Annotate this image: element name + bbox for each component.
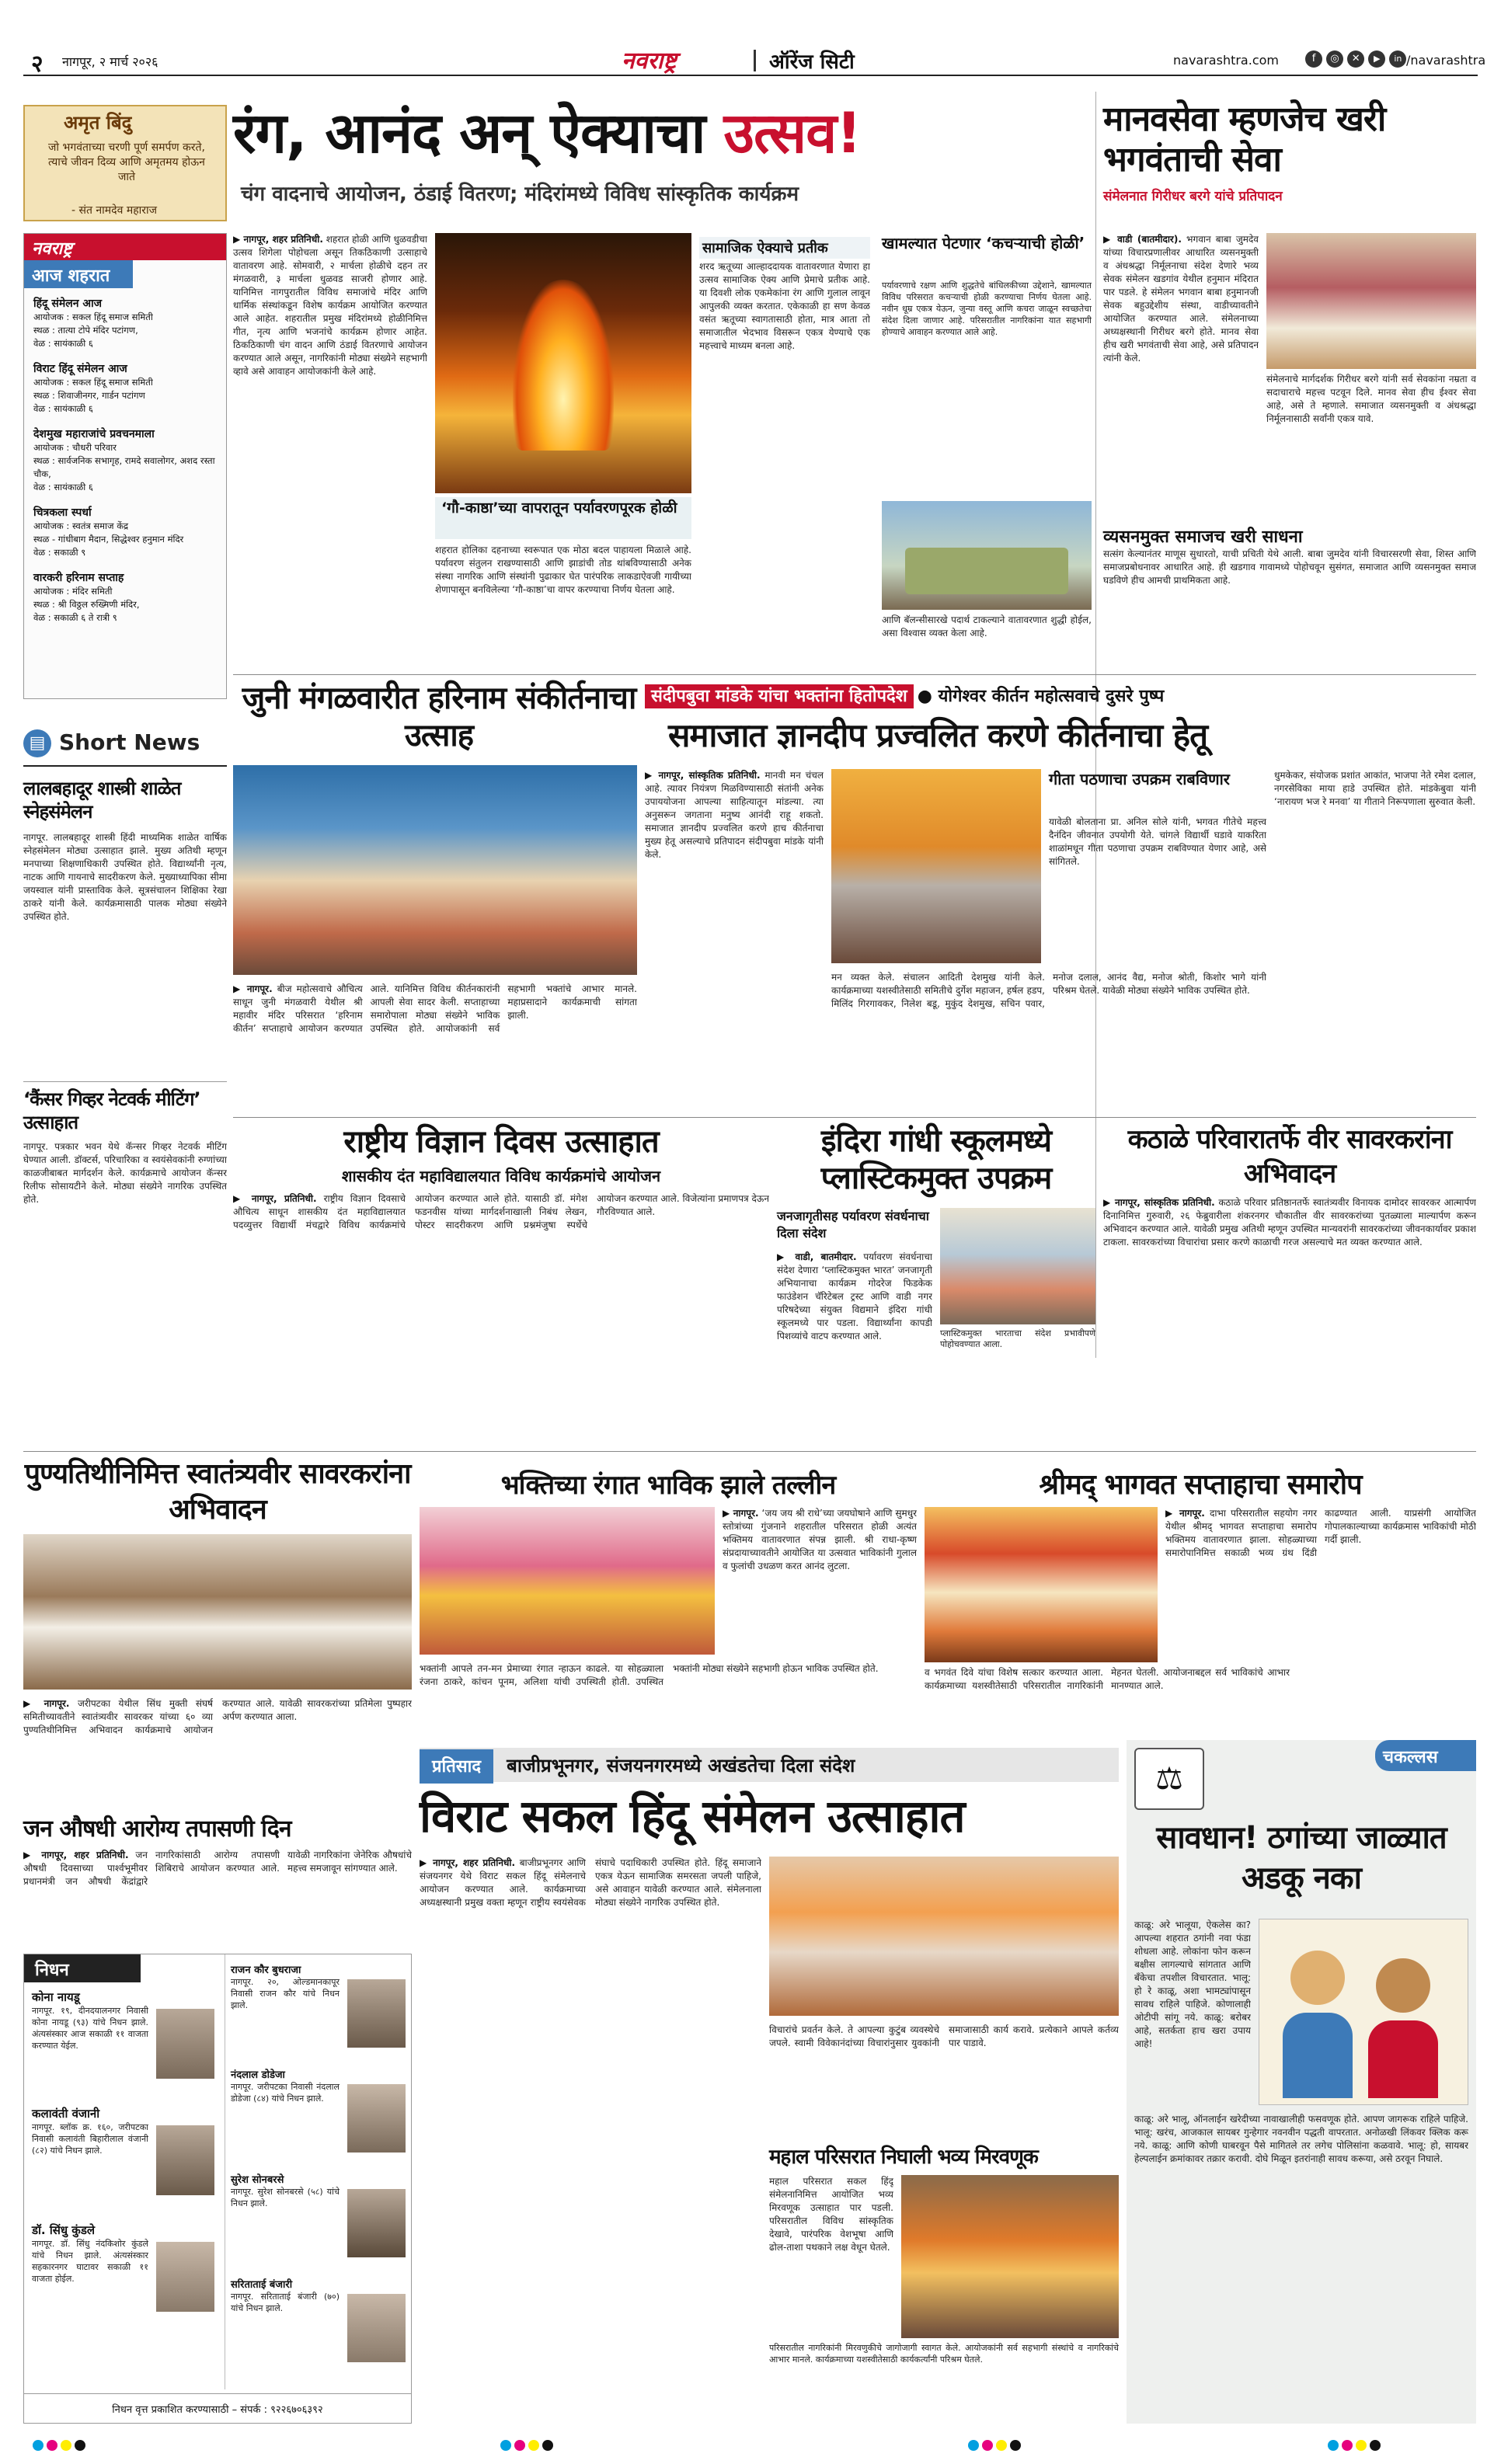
jan-headline: जन औषधी आरोग्य तपासणी दिन	[23, 1815, 291, 1843]
side-story-2-body: पर्यावरणाचे रक्षण आणि शुद्धतेचे बांधिलकीच्या उद्देशाने, खामल्यात विविध परिसरात कचऱ्याची होळी करण्याचा निर्णय घेतला आहे. नवीन धूम्र एकत्र येऊन, जुन्या वस्तू आणि कचरा जाळून स्वच्छतेचा संदेश दिला जाणार आहे. परिसरातील नागरिकांना यात सहभागी होण्याचे आवाहन करण्यात आले आहे.	[882, 280, 1092, 337]
chakallas-body: काळू: अरे भालूया, ऐकलेस का? आपल्या शहरात ठगांनी नवा फंडा शोधला आहे. लोकांना फोन करून बक्षीस लागल्याचे सांगतात आणि बँकेचा तपशील विचारतात. भालू: हो रे काळू, अशा भामट्यांपासून सावध राहिले पाहिजे. कोणालाही ओटीपी सांगू नये. काळू: बरोबर आहे, सतर्कता हाच खरा उपाय आहे!	[1134, 1919, 1251, 2049]
side-story-2-head: खामल्यात पेटणार ‘कचऱ्याची होळी’	[882, 234, 1085, 252]
chakallas-headline: सावधान! ठगांच्या जाळ्यात अडकू नका	[1156, 1820, 1447, 1896]
main-col1: ▶ नागपूर, शहर प्रतिनिधी. शहरात होळी आणि धुळवडीचा उत्सव शिगेला पोहोचला असून तिकठिकाणी उत्साहाचे वातावरण आहे. सोमवारी, २ मार्चला होळीचे दहन तर मंगळवारी, ३ मार्चला धुळवड साजरी होणार आहे. यानिमित्त नागपुरातील विविध समाजांचे मंदिर आणि धार्मिक संस्थांकडून विशेष कार्यक्रम आयोजित करण्यात आले आहेत. शहरातील प्रमुख मंदिरांमध्ये होळीनिमित्त गीत, नृत्य आणि भजनांचे कार्यक्रम होणार आहेत. ठिकठिकाणी चंग वादन आणि ठंडाई वितरणाचे आयोजन करण्यात आले असून, नागरिकांनी मोठ्या संख्येने सहभागी व्हावे असे आवाहन आयोजकांनी केले आहे.	[233, 234, 427, 377]
shrimad-photo	[925, 1507, 1158, 1662]
instagram-icon[interactable]: ◎	[1326, 50, 1343, 68]
event-item: वारकरी हरिनाम सप्ताह आयोजक : मंदिर समिती स्थळ : श्री विठ्ठल रुख्मिणी मंदिर, वेळ : सकाळी ६ ते रात्री ९	[33, 572, 140, 623]
nidhan-footer: निधन वृत्त प्रकाशित करण्यासाठी – संपर्क : ९२२६७०६३९२	[24, 2393, 411, 2423]
short-news-body-2: नागपूर. पत्रकार भवन येथे कॅन्सर गिव्हर नेटवर्क मीटिंग घेण्यात आली. डॉक्टर्स, परिचारिका व स्वयंसेवकांनी रुग्णांच्या काळजीबाबत मार्गदर्शन केले. कार्यक्रमाचे आयोजन कॅन्सर रिलीफ सोसायटीने केले. मोठ्या संख्येने नागरिक उपस्थित होते.	[23, 1141, 227, 1205]
indira-headline: इंदिरा गांधी स्कूलमध्ये प्लास्टिकमुक्त उपक्रम	[820, 1123, 1052, 1196]
sandip-right-body: धुमकेकर, संयोजक प्रशांत आकांत, भाजपा नेते रमेश दलाल, नगरसेविका माया हाडे उपस्थित होते. मांडकेबुवा यांनी ‘नारायण भज रे मनवा’ या गीताने निरूपणाला सुरुवात केली.	[1274, 770, 1476, 807]
obituary-item: कोना नायडू नागपूर. १९, दीनदयालनगर निवासी कोना नायडू (९३) यांचे निधन झाले. अंत्यसंस्कार आज सकाळी ११ वाजता करण्यात येईल.	[32, 1989, 218, 2106]
youtube-icon[interactable]: ▶	[1368, 50, 1385, 68]
page-number: २	[31, 50, 44, 78]
viraat-banner	[420, 1748, 1119, 1782]
gita-body: यावेळी बोलताना प्रा. अनिल सोले यांनी, भगवत गीतेचे महत्त्व दैनंदिन जीवनात उपयोगी येते. चांगले विद्यार्थी घडावे याकरिता शाळांमधून गीता पठणाचा उपक्रम राबविण्यात येणार आहे, असे सांगितले.	[1049, 816, 1266, 867]
punya-body: ▶ नागपूर. जरीपटका येथील सिंध मुक्ती संघर्ष समितीच्यावतीने स्वातंत्र्यवीर सावरकर यांच्या ६० व्या पुण्यतिथीनिमित्त अभिवादन कार्यक्रमाचे आयोजन करण्यात आले. यावेळी सावरकरांच्या प्रतिमेला पुष्पहार अर्पण करण्यात आला.	[23, 1698, 412, 1735]
viraat-photo	[769, 1857, 1119, 2016]
main-col2: शहरात होलिका दहनाच्या स्वरूपात एक मोठा बदल पाहायला मिळाले आहे. पर्यावरण संतुलन राखण्यासाठी आणि झाडांची तोड थांबविण्यासाठी अनेक संस्था नागरिक आणि संस्थांनी पुढाकार घेत पारंपरिक लाकडाऐवजी गायीच्या शेणापासून बनविलेल्या ‘गौ-काष्ठा’चा वापर करण्याचा निर्णय घेतला आहे.	[435, 545, 691, 595]
indira-photo	[940, 1208, 1095, 1324]
weight-cartoon-icon: ⚖	[1134, 1748, 1204, 1810]
brand-logo: नवराष्ट्र	[622, 47, 677, 75]
punya-photo	[23, 1534, 412, 1690]
nidhan-title: निधन	[24, 1954, 141, 1982]
kathale-body: ▶ नागपूर, सांस्कृतिक प्रतिनिधी. कठाळे परिवार प्रतिष्ठानतर्फे स्वातंत्र्यवीर विनायक दामोदर सावरकर आत्मार्पण दिनानिमित्त गुरुवारी, २६ फेब्रुवारीला शंकरनगर चौकातील वीर सावरकरांच्या पुतळ्याला माल्यार्पण करून अभिवादन करण्यात आले. यावेळी प्रमुख अतिथी म्हणून उपस्थित मान्यवरांनी सावरकरांच्या जीवनकार्यावर प्रकाश टाकला. सावरकरांच्या विचारांचा प्रसार करणे काळाची गरज असल्याचे मत व्यक्त करण्यात आले.	[1103, 1197, 1476, 1248]
person-photo	[156, 2009, 214, 2079]
amrut-quote: जो भगवंताच्या चरणी पूर्ण समर्पण करते, त्याचे जीवन दिव्य आणि अमृतमय होऊन जाते	[48, 141, 205, 183]
obituary-item: नंदलाल डोडेजा नागपूर. जरीपटका निवासी नंदलाल डोडेजा (८४) यांचे निधन झाले.	[231, 2067, 408, 2172]
event-item: विराट हिंदू संमेलन आज आयोजक : सकल हिंदू समाज समिती स्थळ : शिवाजीनगर, गार्डन पटांगण वेळ : सायंकाळी ६	[33, 363, 153, 414]
kathale-headline: कठाळे परिवारातर्फे वीर सावरकरांना अभिवादन	[1127, 1124, 1452, 1189]
amrut-title: अमृत बिंदु	[64, 111, 132, 134]
indira-sub: जनजागृतीसह पर्यावरण संवर्धनाचा दिला संदेश	[777, 1209, 929, 1241]
person-photo	[347, 2294, 406, 2362]
magenta-dot	[47, 2440, 57, 2451]
short-news-head-2: ‘कैंसर गिव्हर नेटवर्क मीटिंग’ उत्साहात	[23, 1088, 200, 1133]
aaj-title: आज शहरात	[24, 260, 133, 288]
amrut-author: - संत नामदेव महाराज	[71, 204, 158, 217]
kirtan-photo	[831, 769, 1041, 963]
obituary-item: सरिताताई बंजारी नागपूर. सरिताताई बंजारी (७०) यांचे निधन झाले.	[231, 2277, 408, 2382]
bhakti-headline: भक्तिच्या रंगात भाविक झाले तल्लीन	[500, 1470, 836, 1501]
event-item: हिंदू संमेलन आज आयोजक : सकल हिंदू समाज समिती स्थळ : तात्या टोपे मंदिर पटांगण, वेळ : सायंकाळी ६	[33, 298, 153, 349]
amrut-bindu-box	[23, 105, 227, 221]
vidnyan-body: ▶ नागपूर, प्रतिनिधी. राष्ट्रीय विज्ञान दिवसाचे औचित्य साधून शासकीय दंत महाविद्यालयात पदव्युत्तर विद्यार्थी मंचद्वारे विविध कार्यक्रमांचे आयोजन करण्यात आले होते. यासाठी डॉ. मंगेश फडनवीस यांच्या मार्गदर्शनाखाली निबंध लेखन, पोस्टर सादरीकरण आणि प्रश्नमंजुषा स्पर्धेचे आयोजन करण्यात आले. विजेत्यांना प्रमाणपत्र देऊन गौरविण्यात आले.	[233, 1193, 769, 1230]
person-photo	[347, 1979, 406, 2048]
main-headline: रंग, आनंद अन् ऐक्याचा उत्सव!	[233, 100, 862, 165]
side-story-2-tail: आणि बॅलन्सीसारखे पदार्थ टाकल्याने वातावरणात शुद्धी होईल, असा विश्वास व्यक्त केला आहे.	[882, 614, 1092, 639]
gita-head: गीता पठणाचा उपक्रम राबविणार	[1049, 770, 1230, 788]
chakallas-body-lower: काळू: अरे भालू, ऑनलाईन खरेदीच्या नावाखालीही फसवणूक होते. आपण जागरूक राहिले पाहिजे. भालू: खरंच, आजकाल सायबर गुन्हेगार नवनवीन पद्धती वापरतात. अनोळखी लिंकवर क्लिक करू नये. काळू: आणि कोणी घाबरवून पैसे मागितले तर लगेच पोलिसांना कळवावे. भालू: हो, सायबर हेल्पलाईन क्रमांकावर तक्रार करावी. दोघे मिळून इतरांनाही सावध करूया, असे ठरवून निघाले.	[1134, 2114, 1468, 2164]
side-story-1-body: शरद ऋतूच्या आल्हाददायक वातावरणात येणारा हा उत्सव सामाजिक ऐक्य आणि प्रेमाचे प्रतीक आहे. या दिवशी लोक एकमेकांना रंग आणि गुलाल लावून आपुलकी व्यक्त करतात. एकेकाळी हा सण केवळ वसंत ऋतूच्या स्वागतासाठी होता, मात्र आता तो समाजातील भेदभाव विसरून एकत्र येण्याचे एक महत्त्वाचे माध्यम बनला आहे.	[699, 261, 870, 351]
masthead	[23, 45, 1486, 78]
mahal-body: महाल परिसरात सकल हिंदू संमेलनानिमित्त आयोजित भव्य मिरवणूक उत्साहात पार पडली. परिसरातील विविध सांस्कृतिक देखावे, पारंपरिक वेशभूषा आणि ढोल-ताशा पथकाने लक्ष वेधून घेतले.	[769, 2176, 893, 2253]
person-photo	[347, 2084, 406, 2153]
x-icon[interactable]: ✕	[1347, 50, 1364, 68]
manav-headline: मानवसेवा म्हणजेच खरी भगवंताची सेवा	[1103, 99, 1386, 179]
manav-subhead: व्यसनमुक्त समाजच खरी साधना	[1103, 527, 1303, 547]
nidhan-box	[23, 1954, 412, 2424]
mahal-photo	[901, 2175, 1119, 2338]
bhakti-photo-1	[420, 1507, 715, 1655]
punya-headline: पुण्यतिथीनिमित्त स्वातंत्र्यवीर सावरकरांना अभिवादन	[24, 1458, 411, 1526]
linkedin-icon[interactable]: in	[1389, 50, 1406, 68]
sandip-headline: समाजात ज्ञानदीप प्रज्वलित करणे कीर्तनाचा हेतू	[668, 716, 1208, 754]
short-news-title: Short News	[59, 729, 200, 755]
bonfire-photo	[435, 233, 691, 493]
black-dot	[75, 2440, 85, 2451]
person-photo	[347, 2189, 406, 2257]
sandip-lower-body: मन व्यक्त केले. संचालन आदिती देशमुख यांनी केले. कार्यक्रमाच्या यशस्वीतेसाठी समितीचे दुर्गेश महाजन, हर्षल हडप, मिलिंद गिरगावकर, निलेश बडू, मुकुंद देशमुख, सचिन पवार, मनोज दलाल, आनंद वैद्य, मनोज श्रोती, किशोर भागे यांनी परिश्रम घेतले. यावेळी मोठ्या संख्येने भाविक उपस्थित होते.	[831, 972, 1266, 1009]
viraat-mid: विचारांचे प्रवर्तन केले. ते आपल्या कुटुंब व्यवस्थेचे जपले. स्वामी विवेकानंदांच्या विचारांनुसार युवकांनी समाजासाठी कार्य करावे. प्रत्येकाने आपले कर्तव्य पार पाडावे.	[769, 2024, 1119, 2048]
harinam-photo	[233, 765, 637, 975]
manav-sub: संमेलनात गिरीधर बरगे यांचे प्रतिपादन	[1103, 189, 1283, 204]
gau-kashtha-caption: ‘गौ-काष्ठा’च्या वापरातून पर्यावरणपूरक होळी	[435, 497, 691, 539]
chakallas-cartoon	[1259, 1919, 1468, 2105]
news-icon: ▤	[23, 729, 51, 757]
sandip-body: ▶ नागपूर, सांस्कृतिक प्रतिनिधी. मानवी मन चंचल आहे. त्यावर नियंत्रण मिळविण्यासाठी संतांनी अनेक उपाययोजना आपल्या साहित्यातून मांडल्या. त्या अनुसरून जगताना मनुष्य आनंदी राहू शकतो. समाजात ज्ञानदीप प्रज्वलित करणे हाच कीर्तनाचा मुख्य हेतू असल्याचे प्रतिपादन संदीपबुवा मांडके यांनी केले.	[645, 770, 824, 860]
social-handle: /navarashtra	[1406, 53, 1486, 68]
bhakti-lower: भक्तांनी आपले तन-मन प्रेमाच्या रंगात न्हाऊन काढले. या सोहळ्याला रंजना ठाकरे, कांचन पूनम, अलिशा यांची उपस्थिती होती. उपस्थित भक्तांनी मोठ्या संख्येने सहभागी होऊन भाविक उपस्थित होते.	[420, 1663, 879, 1687]
harinam-body: ▶ नागपूर. बीज महोत्सवाचे औचित्य साधून जुनी मंगळवारी येथील श्री महावीर मंदिर परिसरात ‘हरिनाम कीर्तन’ सप्ताहाचे आयोजन करण्यात आले. यानिमित्त विविध कीर्तनकारांनी आपली सेवा सादर केली. सप्ताहाच्या समारोपाला मोठ्या संख्येने भाविक उपस्थित होते. आयोजकांनी सर्व सहभागी भक्तांचे आभार मानले. महाप्रसादाने कार्यक्रमाची सांगता झाली.	[233, 983, 637, 1034]
person-photo	[156, 2125, 214, 2195]
registration-marks	[31, 2439, 1476, 2455]
shrimad-body: ▶ नागपूर. दाभा परिसरातील सहयोग नगर येथील श्रीमद् भागवत सप्ताहाचा समारोप भक्तिमय वातावरणात झाला. सोहळ्याच्या समारोपानिमित्त सकाळी भव्य ग्रंथ दिंडी काढण्यात आली. याप्रसंगी आयोजित गोपालकाल्याच्या कार्यक्रमास भाविकांची मोठी गर्दी झाली.	[1165, 1508, 1476, 1558]
shrimad-headline: श्रीमद् भागवत सप्ताहाचा समारोप	[1039, 1469, 1362, 1501]
obituary-item: कलावंती वंजानी नागपूर. ब्लॉक क्र. १६०, जरीपटका निवासी कलावंती बिहारीलाल वंजानी (८२) यांचे निधन झाले.	[32, 2106, 218, 2222]
social-icons	[1305, 50, 1406, 68]
indira-caption: प्लास्टिकमुक्त भारताचा संदेश प्रभावीपणे पोहोचवण्यात आला.	[940, 1328, 1095, 1349]
sandip-banner: संदीपबुवा मांडके यांचा भक्तांना हितोपदेश ● योगेश्वर कीर्तन महोत्सवाचे दुसरे पुष्प	[645, 684, 1476, 712]
viraat-footer-text: परिसरातील नागरिकांनी मिरवणुकीचे जागोजागी स्वागत केले. आयोजकांनी सर्व सहभागी संस्थांचे व नागरिकांचे आभार मानले. कार्यक्रमाच्या यशस्वीतेसाठी कार्यकर्त्यांनी परिश्रम घेतले.	[769, 2343, 1119, 2365]
event-item: देशमुख महाराजांचे प्रवचनमाला आयोजक : चौधरी परिवार स्थळ : सार्वजनिक सभागृह, रामदे सवालोगर, अशद रस्ता चौक, वेळ : सायंकाळी ६	[33, 428, 215, 492]
vidnyan-headline: राष्ट्रीय विज्ञान दिवस उत्साहात	[343, 1124, 659, 1160]
mahal-headline: महाल परिसरात निघाली भव्य मिरवणूक	[769, 2146, 1038, 2169]
indira-body: ▶ वाडी, बातमीदार. पर्यावरण संवर्धनाचा संदेश देणारा ‘प्लास्टिकमुक्त भारत’ जनजागृती अभियानाचा कार्यक्रम गोदरेज फिडकेक फाउंडेशन चॅरिटेबल ट्रस्ट आणि वाडी नगर परिषदेच्या संयुक्त विद्यमाने इंदिरा गांधी स्कूलमध्ये पार पडला. विद्यार्थ्यांना कापडी पिशव्यांचे वाटप करण्यात आले.	[777, 1251, 932, 1342]
aaj-shahrat-box	[23, 233, 227, 699]
jan-body: ▶ नागपूर, शहर प्रतिनिधी. जन औषधी दिवसाच्या पार्श्वभूमीवर प्रधानमंत्री जन औषधी केंद्रांद्वारे नागरिकांसाठी आरोग्य तपासणी शिबिराचे आयोजन करण्यात आले. यावेळी नागरिकांना जेनेरिक औषधांचे महत्त्व समजावून सांगण्यात आले.	[23, 1850, 412, 1887]
viraat-tag: प्रतिसाद	[420, 1749, 493, 1784]
website[interactable]: navarashtra.com	[1173, 53, 1279, 68]
bhakti-body: ▶ नागपूर. ‘जय जय श्री राधे’च्या जयघोषाने आणि सुमधुर स्तोत्रांच्या गुंजनाने शहरातील परिसरात होळी अत्यंत भक्तिमय वातावरणात संपन्न झाली. श्री राधा-कृष्ण संप्रदायाच्यावतीने आयोजित या उत्सवात भाविकांनी गुलाल व फुलांची उधळण करत आनंद लुटला.	[723, 1508, 917, 1571]
manav-body-right: संमेलनाचे मार्गदर्शक गिरीधर बरगे यांनी सर्व सेवकांना नम्रता व सदाचाराचे महत्त्व पटवून दिले. मानव सेवा हीच ईश्वर सेवा आहे, असे ते म्हणाले. समाजात व्यसनमुक्ती व अंधश्रद्धा निर्मूलनासाठी सर्वांनी एकत्र यावे.	[1266, 374, 1476, 424]
short-news-body-1: नागपूर. लालबहादूर शास्त्री हिंदी माध्यमिक शाळेत वार्षिक स्नेहसंमेलन मोठ्या उत्साहात झाले. मुख्य अतिथी म्हणून मनपाच्या शिक्षणाधिकारी उपस्थित होते. विद्यार्थ्यांनी नृत्य, नाटक आणि गायनाचे सादरीकरण केले. मुख्याध्यापिका सीमा जयस्वाल यांनी प्रास्ताविक केले. सूत्रसंचालन शिक्षिका रेखा ठाकरे यांनी केले. कार्यक्रमासाठी पालक मोठ्या संख्येने उपस्थित होते.	[23, 832, 227, 922]
vidnyan-sub: शासकीय दंत महाविद्यालयात विविध कार्यक्रमांचे आयोजन	[341, 1167, 661, 1185]
viraat-body: ▶ नागपूर, शहर प्रतिनिधी. बाजीप्रभूनगर आणि संजयनगर येथे विराट सकल हिंदू संमेलनाचे आयोजन करण्यात आले. कार्यक्रमाच्या अध्यक्षस्थानी प्रमुख वक्ता म्हणून राष्ट्रीय स्वयंसेवक संघाचे पदाधिकारी उपस्थित होते. हिंदू समाजाने एकत्र येऊन सामाजिक समरसता जपली पाहिजे, असे आवाहन यावेळी करण्यात आले. संमेलनाला मोठ्या संख्येने नागरिक उपस्थित होते.	[420, 1857, 761, 1908]
manav-body: ▶ वाडी (बातमीदार). भगवान बाबा जुमदेव यांच्या विचारप्रणालीवर आधारित व्यसनमुक्ती व अंधश्रद्धा निर्मूलनाचा संदेश देणारे भव्य सेवक संमेलन खडगांव येथील हनुमान मंदिरात पार पडले. हे संमेलन भगवान बाबा हनुमानजी सेवक बहुउद्देशीय संस्था, वाडीच्यावतीने आयोजित करण्यात आले. संमेलनाच्या अध्यक्षस्थानी गिरीधर बरगे होते. मानव सेवा हीच खरी भगवंताची सेवा आहे, असे प्रतिपादन त्यांनी केले.	[1103, 234, 1259, 364]
cyan-dot	[33, 2440, 44, 2451]
chakallas-box	[1127, 1740, 1476, 2424]
shrimad-lower: व भगवंत दिवे यांचा विशेष सत्कार करण्यात आला. कार्यक्रमाच्या यशस्वीतेसाठी परिसरातील नागरिकांनी मेहनत घेतली. आयोजनाबद्दल सर्व भाविकांचे आभार मानण्यात आले.	[925, 1667, 1290, 1691]
chakallas-tag: चकल्लस	[1375, 1740, 1476, 1771]
yellow-dot	[61, 2440, 71, 2451]
person-photo	[156, 2242, 214, 2312]
side-story-1-head: सामाजिक ऐक्याचे प्रतीक	[699, 237, 870, 259]
facebook-icon[interactable]: f	[1305, 50, 1322, 68]
manav-subbody: सत्संग केल्यानंतर माणूस सुधारतो, याची प्रचिती येथे आली. बाबा जुमदेव यांनी विचारसरणी सेवा, शिस्त आणि समाजप्रबोधनावर आधारित आहे. ही खडगाव गावामध्ये पोहोचवून सुसंगत, समाजात आणि व्यसनमुक्त समाज घडविणे हीच आमची प्राथमिकता आहे.	[1103, 548, 1476, 586]
viraat-headline: विराट सकल हिंदू संमेलन उत्साहात	[420, 1790, 965, 1843]
event-item: चित्रकला स्पर्धा आयोजक : स्वतंत्र समाज केंद्र स्थळ - गांधीबाग मैदान, सिद्धेश्वर हनुमान मंदिर वेळ : सकाळी ९	[33, 506, 184, 558]
date-line: नागपूर, २ मार्च २०२६	[62, 54, 158, 69]
manav-photo	[1266, 233, 1476, 369]
trash-holi-photo	[882, 501, 1092, 610]
viraat-banner-text: बाजीप्रभूनगर, संजयनगरमध्ये अखंडतेचा दिला संदेश	[507, 1755, 855, 1777]
main-subtitle: चंग वादनाचे आयोजन, ठंडाई वितरण; मंदिरांमध्ये विविध सांस्कृतिक कार्यक्रम	[241, 183, 799, 206]
short-news-header	[23, 726, 227, 760]
obituary-item: डॉ. सिंधु कुंडले नागपूर. डॉ. सिंधु नंदकिशोर कुंडले यांचे निधन झाले. अंत्यसंस्कार सहकारनगर घाटावर सकाळी ११ वाजता होईल.	[32, 2222, 218, 2339]
short-news-head-1: लालबहादूर शास्त्री शाळेत स्नेहसंमेलन	[23, 778, 181, 823]
aaj-brand: नवराष्ट्र	[24, 234, 226, 260]
edition-name: ऑरेंज सिटी	[769, 50, 855, 74]
obituary-item: राजन कौर बुधराजा नागपूर. २०, ओल्डमानकापूर निवासी राजन कौर यांचे निधन झाले.	[231, 1962, 408, 2067]
harinam-headline: जुनी मंगळवारीत हरिनाम संकीर्तनाचा उत्साह	[242, 680, 636, 753]
obituary-item: सुरेश सोनबरसे नागपूर. सुरेश सोनबरसे (५८) यांचे निधन झाले.	[231, 2172, 408, 2277]
